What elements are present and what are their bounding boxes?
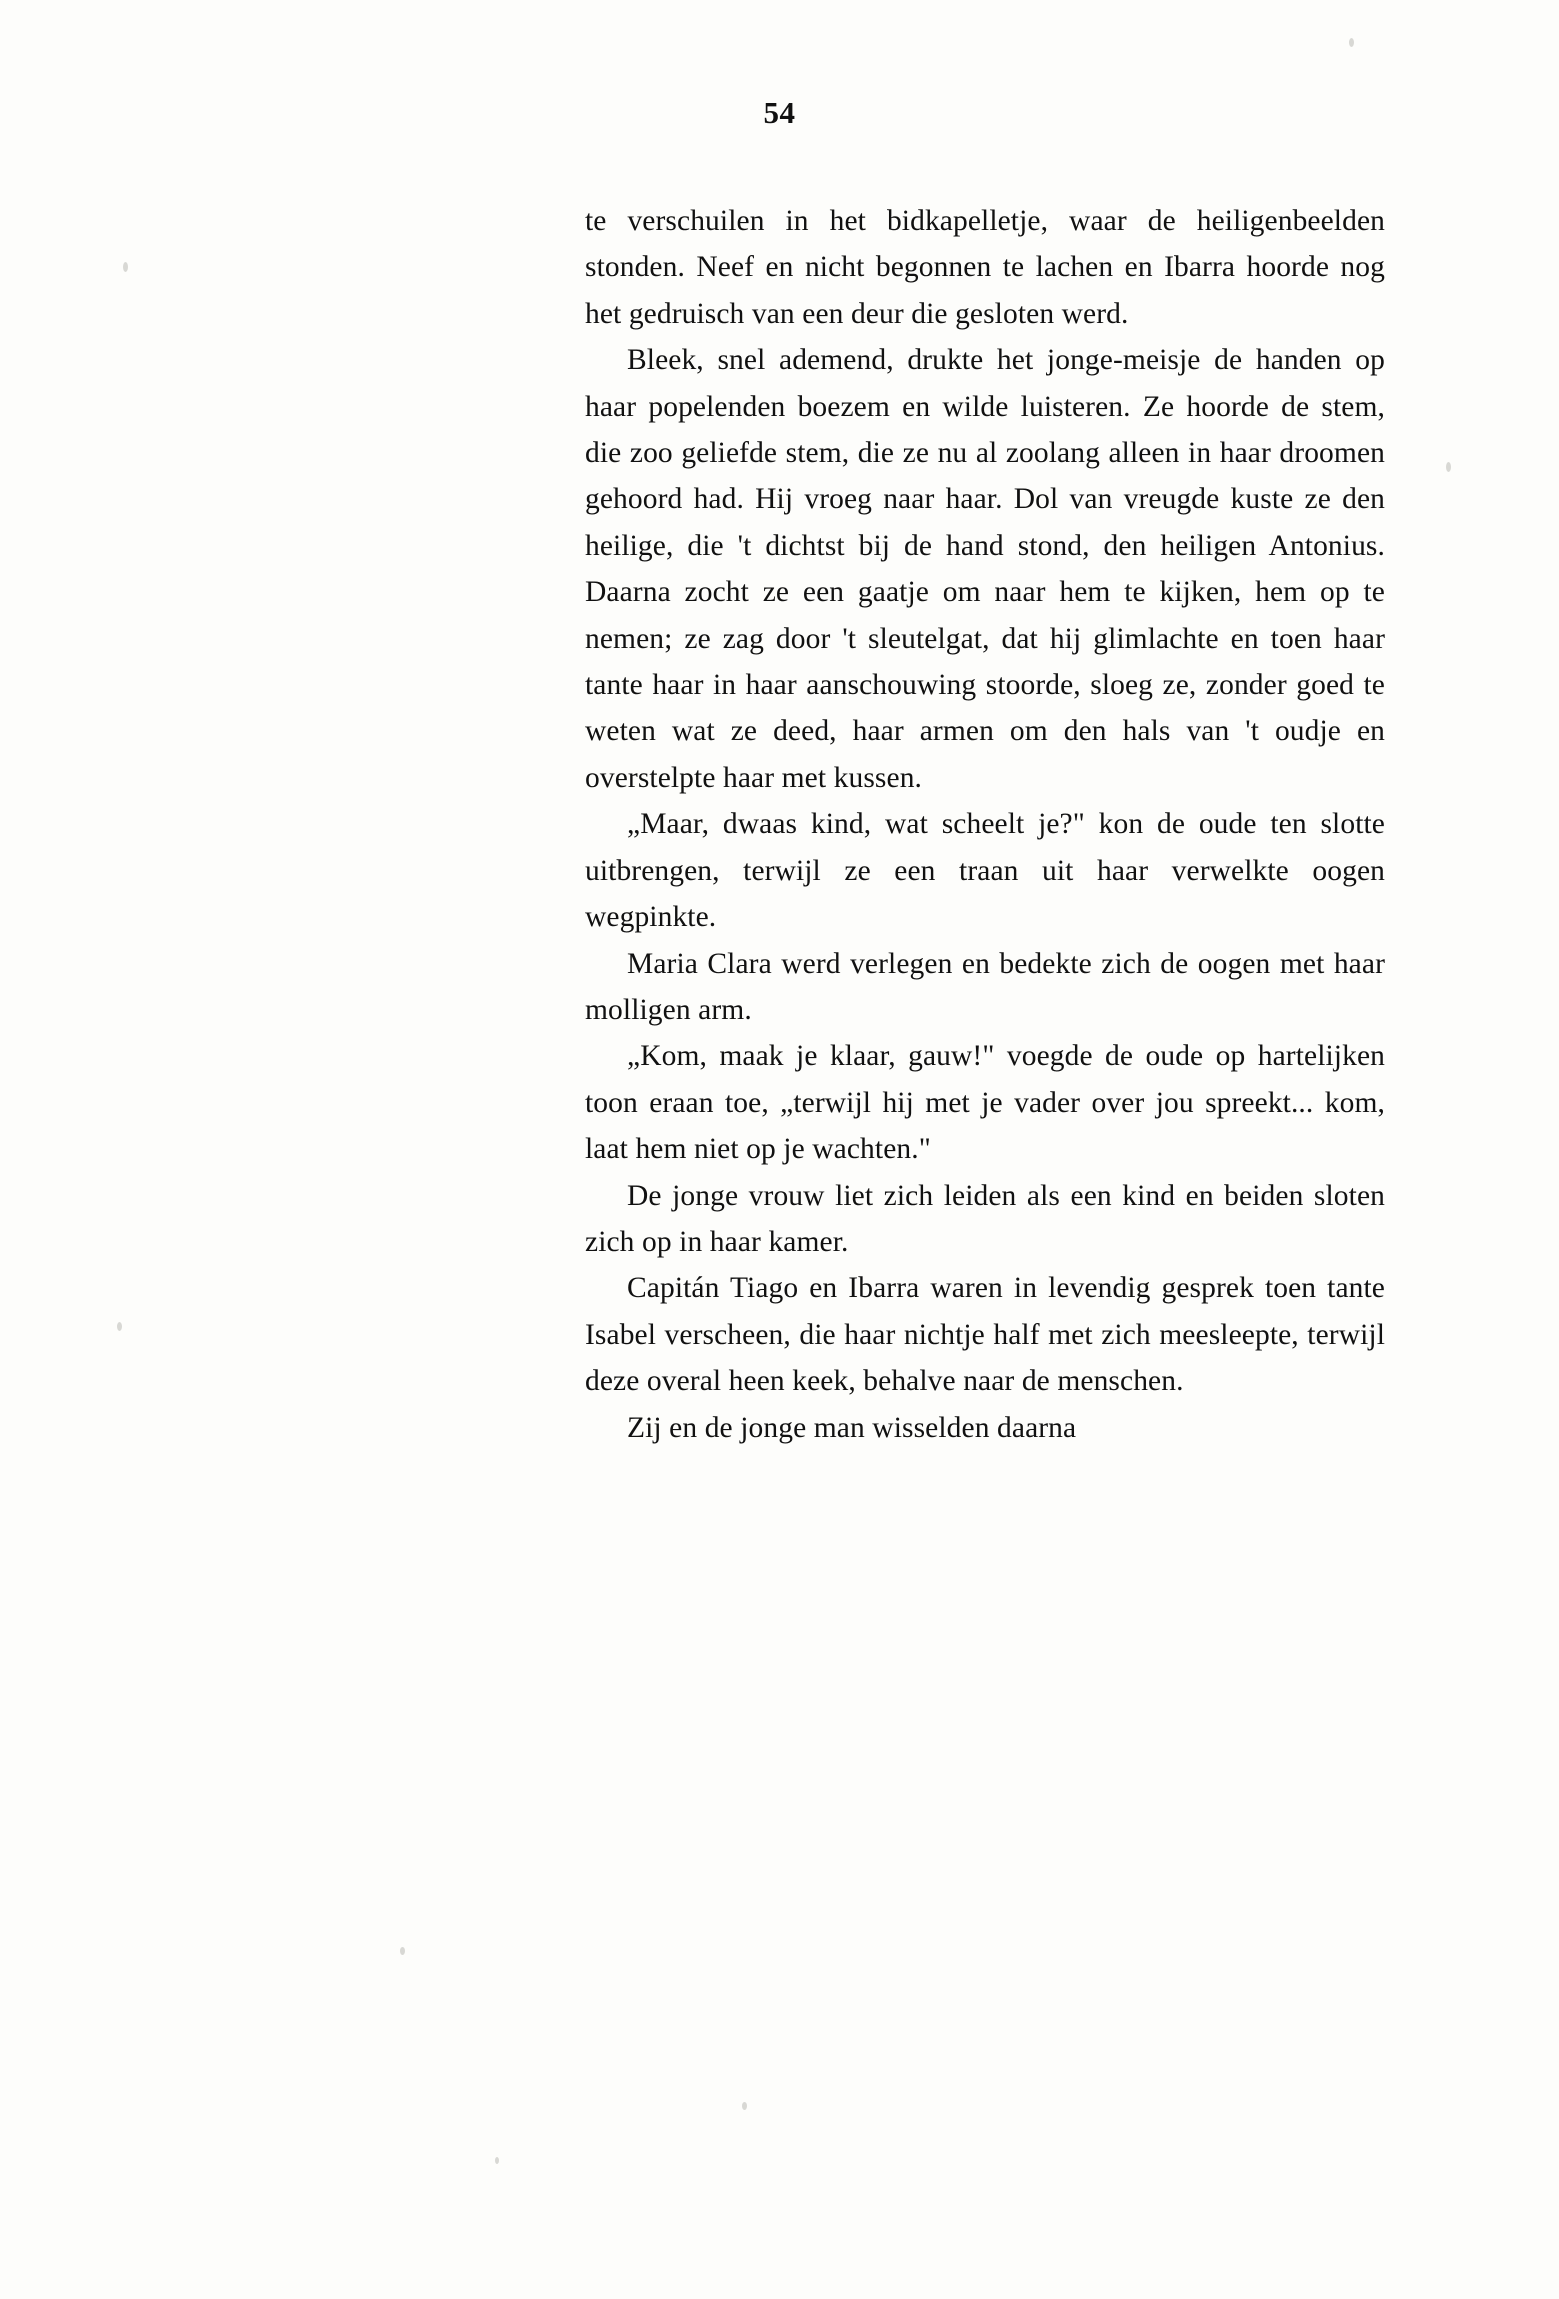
paragraph: Maria Clara werd verlegen en bedekte zich de oogen met haar molligen arm. — [585, 947, 1385, 1026]
scan-speckle — [742, 2102, 747, 2110]
paragraph: „Maar, dwaas kind, wat scheelt je?" kon de oude ten slotte uitbrengen, terwijl ze een traan uit haar verwelkte oogen wegpinkte. — [585, 808, 1385, 934]
scan-speckle — [1446, 462, 1451, 472]
paragraph: „Kom, maak je klaar, gauw!" voegde de oude op hartelijken toon eraan toe, „terwijl hij met je vader over jou spreekt... kom, laat hem niet op je wachten." — [585, 1040, 1385, 1166]
paragraph: Bleek, snel ademend, drukte het jonge-meisje de handen op haar popelenden boezem en wilde luisteren. Ze hoorde de stem, die zoo geliefde stem, die ze nu al zoolang alleen in haar droomen gehoord had. Hij vroeg naar haar. Dol van vreugde kuste ze den heilige, die 't dichtst bij de hand stond, den heiligen Antonius. Daarna zocht ze een gaatje om naar hem te kijken, hem op te nemen; ze zag door 't sleutelgat, dat hij glimlachte en toen haar tante haar in haar aanschouwing stoorde, sloeg ze, zonder goed te weten wat ze deed, haar armen om den hals van 't oudje en overstelpte haar met kussen. — [585, 344, 1385, 794]
paragraph: De jonge vrouw liet zich leiden als een kind en beiden sloten zich op in haar kamer. — [585, 1179, 1385, 1258]
scan-speckle — [123, 262, 128, 272]
page-number: 54 — [763, 95, 796, 130]
scan-speckle — [495, 2157, 499, 2164]
paragraph: Zij en de jonge man wisselden daarna — [627, 1411, 1077, 1444]
paragraph: te verschuilen in het bidkapelletje, waar de heiligenbeelden stonden. Neef en nicht begonnen te lachen en Ibarra hoorde nog het gedruisch van een deur die gesloten werd. — [585, 205, 1385, 330]
scan-speckle — [117, 1322, 122, 1331]
paragraph: Capitán Tiago en Ibarra waren in levendig gesprek toen tante Isabel verscheen, die haar nichtje half met zich meesleepte, terwijl deze overal heen keek, behalve naar de menschen. — [585, 1272, 1385, 1398]
scan-speckle — [400, 1947, 405, 1955]
body-text-column — [585, 198, 1385, 1451]
scan-speckle — [1349, 38, 1354, 47]
